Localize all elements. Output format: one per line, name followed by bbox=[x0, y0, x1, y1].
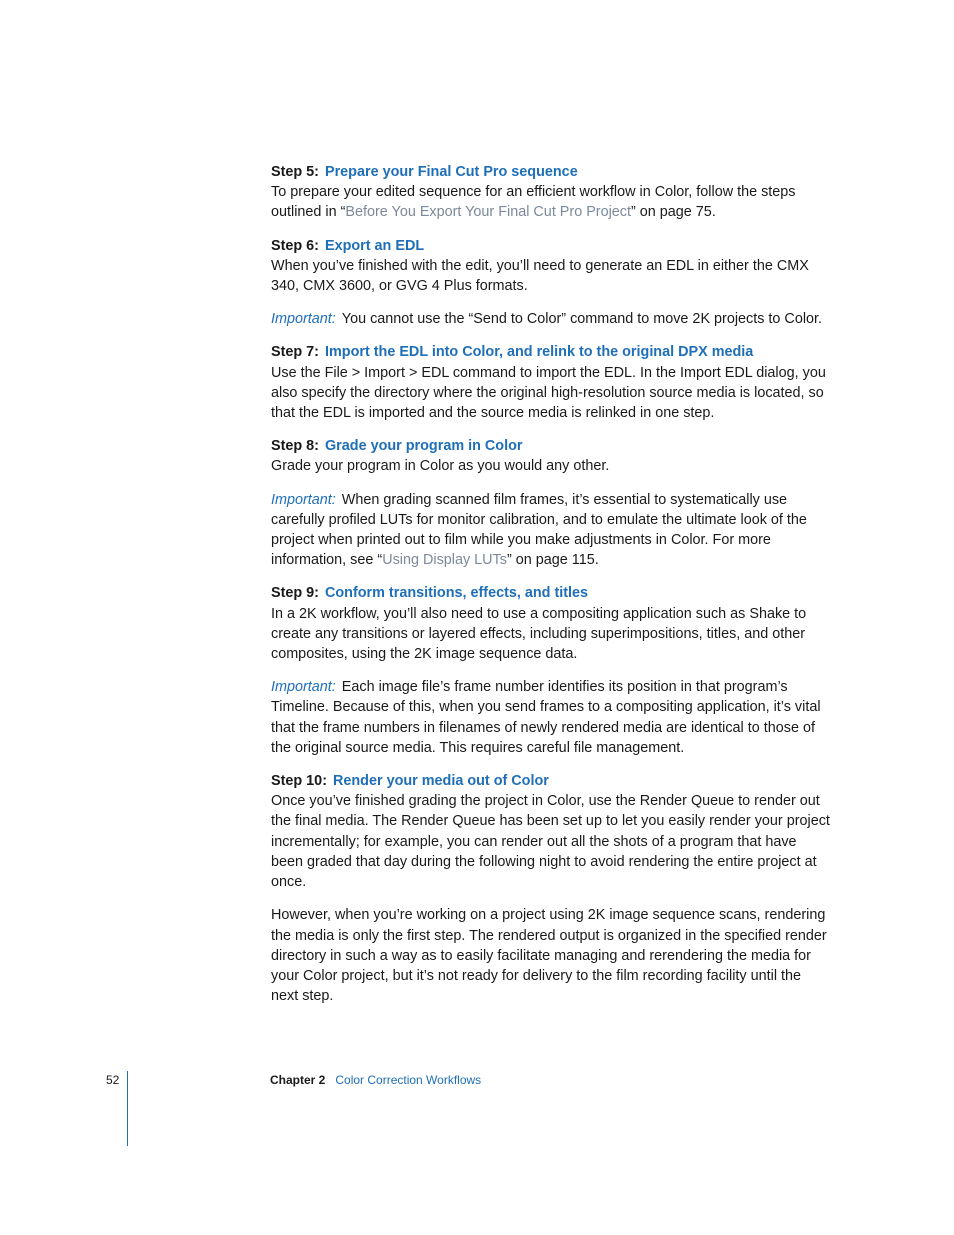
step-5-body-text-before: To prepare your edited sequence for an efficient workflow in Color, follow the steps outlined in “ bbox=[271, 184, 796, 221]
page-number: 52 bbox=[106, 1073, 120, 1087]
step-6-label: Step 6: bbox=[271, 237, 319, 254]
step-5-heading bbox=[271, 162, 831, 182]
step-8 bbox=[271, 436, 831, 570]
step-9-body: In a 2K workflow, you’ll also need to use a compositing application such as Shake to create any transitions or layered effects, including superimpositions, titles, and other composites, using the 2K image sequence data. bbox=[271, 605, 807, 663]
step-10-title-link[interactable]: Render your media out of Color bbox=[332, 773, 549, 790]
step-8-important-text-after: ” on page 115. bbox=[506, 552, 599, 569]
step-6-body: When you’ve finished with the edit, you’ll need to generate an EDL in either the CMX 340, CMX 3600, or GVG 4 Plus formats. bbox=[271, 257, 809, 295]
step-10-heading bbox=[271, 771, 831, 791]
step-8-important-label: Important: bbox=[271, 491, 336, 508]
step-7-title-link[interactable]: Import the EDL into Color, and relink to the original DPX media bbox=[324, 344, 754, 361]
step-8-important-text-before: When grading scanned film frames, it’s essential to systematically use carefully profiled LUTs for monitor calibration, and to emulate the ultimate look of the project when printed out to film while you make adjustments in Color. For more information, see “ bbox=[271, 491, 807, 569]
step-6 bbox=[271, 236, 831, 330]
step-10-paragraph-2: However, when you’re working on a project using 2K image sequence scans, rendering the media is only the first step. The rendered output is organized in the specified render directory in such a way as to easily facilitate managing and rerendering the media for your Color project, but it’s not ready for delivery to the film recording facility until the next step. bbox=[271, 907, 827, 1005]
step-9-important-label: Important: bbox=[271, 679, 336, 696]
step-10 bbox=[271, 771, 831, 1006]
step-7-body: Use the File > Import > EDL command to import the EDL. In the Import EDL dialog, you also specify the directory where the original high-resolution source media is located, so that the EDL is imported and the source media is relinked in one step. bbox=[271, 364, 826, 422]
step-7-label: Step 7: bbox=[271, 344, 319, 361]
step-8-title-link[interactable]: Grade your program in Color bbox=[324, 438, 523, 455]
step-9 bbox=[271, 583, 831, 758]
step-9-title-link[interactable]: Conform transitions, effects, and titles bbox=[324, 585, 589, 602]
step-9-label: Step 9: bbox=[271, 585, 319, 602]
step-9-heading bbox=[271, 583, 831, 603]
chapter-title-link[interactable]: Color Correction Workflows bbox=[335, 1073, 482, 1087]
step-8-xref-link[interactable]: Using Display LUTs bbox=[382, 552, 507, 569]
footer-divider bbox=[127, 1071, 128, 1146]
step-8-heading bbox=[271, 436, 831, 456]
step-10-body: Once you’ve finished grading the project in Color, use the Render Queue to render out the final media. The Render Queue has been set up to let you easily render your project incrementally; for example, you can render out all the shots of a program that have been graded that day during the following night to avoid rendering the entire project at once. bbox=[271, 793, 830, 891]
step-8-label: Step 8: bbox=[271, 438, 319, 455]
step-6-important-note bbox=[271, 309, 831, 329]
page-content bbox=[271, 162, 831, 1019]
step-6-important-text: You cannot use the “Send to Color” command to move 2K projects to Color. bbox=[341, 311, 823, 328]
step-5 bbox=[271, 162, 831, 223]
step-9-important-note bbox=[271, 677, 831, 758]
step-5-label: Step 5: bbox=[271, 164, 319, 180]
step-6-heading bbox=[271, 236, 831, 256]
step-5-xref-link[interactable]: Before You Export Your Final Cut Pro Project bbox=[345, 204, 631, 221]
step-7 bbox=[271, 342, 831, 423]
step-5-body bbox=[271, 182, 831, 222]
step-10-label: Step 10: bbox=[271, 773, 327, 790]
step-9-important-text: Each image file’s frame number identifies its position in that program’s Timeline. Because of this, when you send frames to a compositing application, it’s vital that the frame numbers in filenames of newly rendered media are identical to those of the original source media. This requires careful file management. bbox=[271, 679, 821, 756]
step-6-important-label: Important: bbox=[271, 311, 336, 328]
step-6-title-link[interactable]: Export an EDL bbox=[324, 237, 425, 254]
step-8-body: Grade your program in Color as you would any other. bbox=[271, 458, 610, 475]
step-5-body-text-after: ” on page 75. bbox=[631, 204, 716, 221]
chapter-label: Chapter 2 bbox=[270, 1073, 326, 1087]
footer-chapter bbox=[270, 1073, 481, 1087]
step-5-title-link[interactable]: Prepare your Final Cut Pro sequence bbox=[324, 164, 578, 180]
step-8-important-note bbox=[271, 490, 831, 571]
step-7-heading bbox=[271, 342, 831, 362]
